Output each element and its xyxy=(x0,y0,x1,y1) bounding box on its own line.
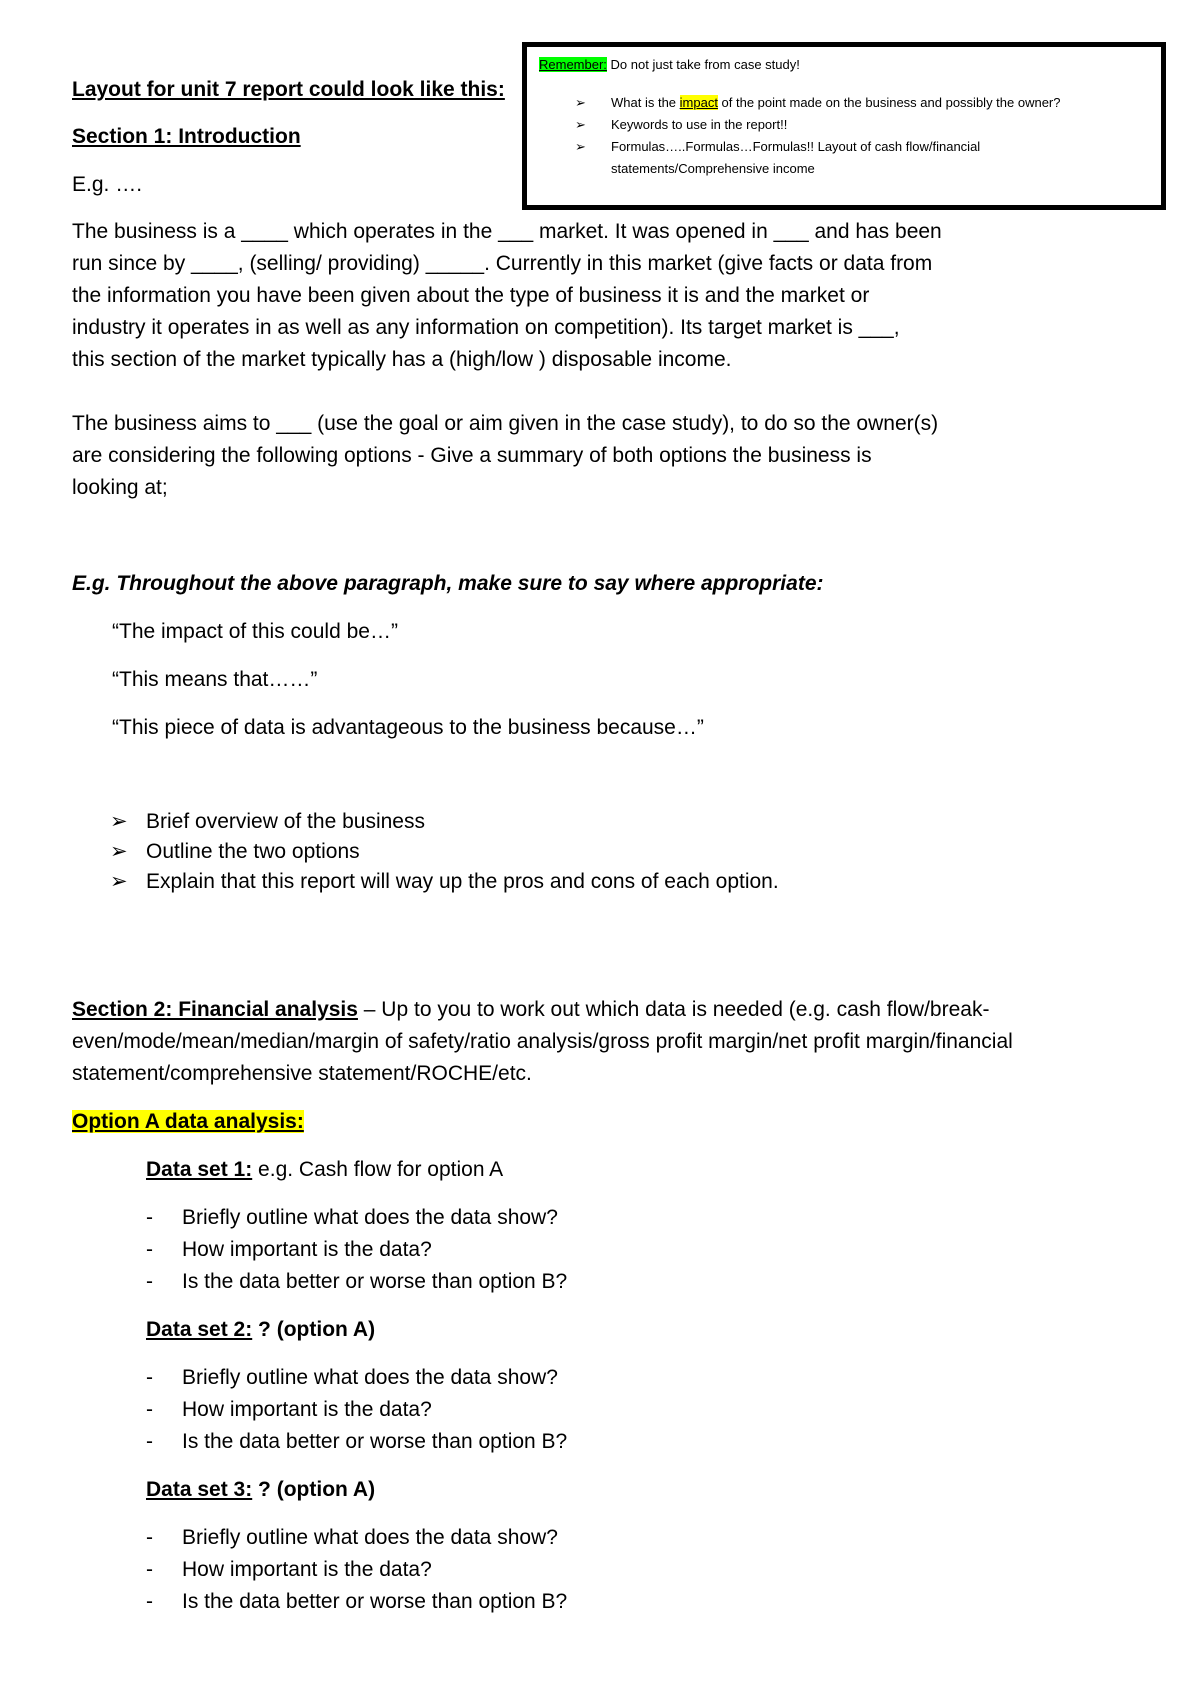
dash-bullet: - xyxy=(146,1526,153,1549)
bullet-arrow-icon: ➢ xyxy=(110,840,128,863)
dash-bullet: - xyxy=(146,1398,153,1421)
bullet-arrow-icon: ➢ xyxy=(575,139,586,154)
data-set-item: How important is the data? xyxy=(182,1398,432,1421)
data-set-3-heading xyxy=(146,1474,375,1506)
dash-bullet: - xyxy=(146,1366,153,1389)
data-set-item: Briefly outline what does the data show? xyxy=(182,1366,558,1389)
bullet-item: Outline the two options xyxy=(146,840,360,863)
bullet-arrow-icon: ➢ xyxy=(110,870,128,893)
section2-heading: Section 2: Financial analysis xyxy=(72,998,358,1021)
eg-label: E.g. …. xyxy=(72,173,143,196)
data-set-desc: ? (option A) xyxy=(252,1478,376,1501)
data-set-item: How important is the data? xyxy=(182,1558,432,1581)
dash-bullet: - xyxy=(146,1238,153,1261)
eg-italic-note: E.g. Throughout the above paragraph, make sure to say where appropriate: xyxy=(72,572,824,595)
para2-line: The business aims to ___ (use the goal or aim given in the case study), to do so the owner(s) xyxy=(72,412,939,435)
section2-intro-line1 xyxy=(72,994,989,1026)
data-set-item: Is the data better or worse than option B? xyxy=(182,1590,568,1613)
para1-line: run since by ____, (selling/ providing) _____. Currently in this market (give facts or data from xyxy=(72,252,933,275)
quote-line: “This means that……” xyxy=(112,668,318,691)
dash-bullet: - xyxy=(146,1590,153,1613)
data-set-1-heading xyxy=(146,1154,503,1186)
quote-line: “This piece of data is advantageous to the business because…” xyxy=(112,716,704,739)
data-set-item: How important is the data? xyxy=(182,1238,432,1261)
option-a-heading xyxy=(72,1106,304,1138)
data-set-2-heading xyxy=(146,1314,375,1346)
bullet-arrow-icon: ➢ xyxy=(575,117,586,132)
data-set-item: Briefly outline what does the data show? xyxy=(182,1206,558,1229)
callout-bullet-impact xyxy=(611,95,1061,111)
data-set-label: Data set 1: xyxy=(146,1158,253,1181)
callout-bullet-keywords: Keywords to use in the report!! xyxy=(611,117,788,132)
layout-heading: Layout for unit 7 report could look like this: xyxy=(72,78,505,101)
bullet1-post: of the point made on the business and possibly the owner? xyxy=(717,95,1061,110)
data-set-label: Data set 3: xyxy=(146,1478,253,1501)
dash-bullet: - xyxy=(146,1206,153,1229)
remember-label: Remember: xyxy=(539,57,607,72)
remember-text: Do not just take from case study! xyxy=(606,57,800,72)
reminder-line xyxy=(539,57,800,73)
dash-bullet: - xyxy=(146,1430,153,1453)
bullet-item: Explain that this report will way up the pros and cons of each option. xyxy=(146,870,779,893)
data-set-desc: ? (option A) xyxy=(252,1318,376,1341)
data-set-item: Is the data better or worse than option B? xyxy=(182,1430,568,1453)
bullet1-pre: What is the xyxy=(611,95,680,110)
callout-bullet-formulas: Formulas…..Formulas…Formulas!! Layout of cash flow/financial xyxy=(611,139,981,154)
data-set-item: Is the data better or worse than option B? xyxy=(182,1270,568,1293)
dash-bullet: - xyxy=(146,1558,153,1581)
data-set-desc: e.g. Cash flow for option A xyxy=(252,1158,504,1181)
para1-line: industry it operates in as well as any information on competition). Its target market is ___, xyxy=(72,316,900,339)
para1-line: this section of the market typically has a (high/low ) disposable income. xyxy=(72,348,732,371)
dash-bullet: - xyxy=(146,1270,153,1293)
data-set-label: Data set 2: xyxy=(146,1318,253,1341)
data-set-item: Briefly outline what does the data show? xyxy=(182,1526,558,1549)
reminder-callout xyxy=(522,42,1166,210)
section2-intro-line: statement/comprehensive statement/ROCHE/etc. xyxy=(72,1062,532,1085)
section2-intro-rest: – Up to you to work out which data is needed (e.g. cash flow/break- xyxy=(357,998,990,1021)
callout-bullet-formulas-cont: statements/Comprehensive income xyxy=(611,161,815,176)
para1-line: The business is a ____ which operates in the ___ market. It was opened in ___ and has been xyxy=(72,220,942,243)
para1-line: the information you have been given about the type of business it is and the market or xyxy=(72,284,870,307)
section1-heading: Section 1: Introduction xyxy=(72,125,301,148)
bullet-arrow-icon: ➢ xyxy=(575,95,586,110)
impact-highlight: impact xyxy=(679,95,718,110)
para2-line: looking at; xyxy=(72,476,168,499)
para2-line: are considering the following options - Give a summary of both options the business is xyxy=(72,444,872,467)
quote-line: “The impact of this could be…” xyxy=(112,620,398,643)
bullet-arrow-icon: ➢ xyxy=(110,810,128,833)
section2-intro-line: even/mode/mean/median/margin of safety/ratio analysis/gross profit margin/net profit margin/financial xyxy=(72,1030,1013,1053)
option-a-heading-text: Option A data analysis: xyxy=(72,1110,304,1133)
bullet-item: Brief overview of the business xyxy=(146,810,425,833)
